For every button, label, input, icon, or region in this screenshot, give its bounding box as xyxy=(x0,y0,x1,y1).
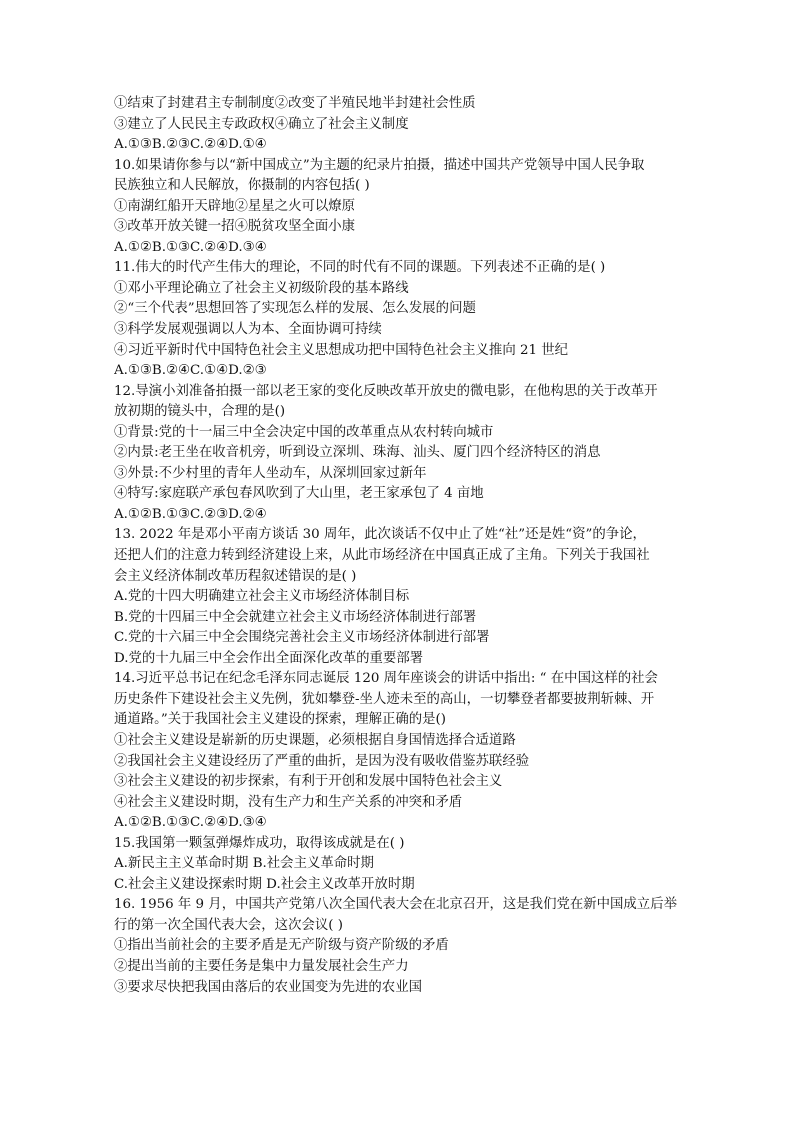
q9-answer-choices: A.①③B.②③C.②④D.①④ xyxy=(114,137,267,153)
q11-answer-choices: A.①③B.②④C.①④D.②③ xyxy=(114,363,267,379)
q15-stem: 15.我国第一颗氢弹爆炸成功，取得该成就是在( ) xyxy=(114,835,405,851)
q10-answer-choices: A.①②B.①③C.②④D.③④ xyxy=(114,239,267,255)
q11-option-4: ④习近平新时代中国特色社会主义思想成功把中国特色社会主义推向 21 世纪 xyxy=(114,342,569,358)
q12-option-4: ④特写:家庭联产承包春风吹到了大山里，老王家承包了 4 亩地 xyxy=(114,486,484,502)
q14-option-3: ③社会主义建设的初步探索，有利于开创和发展中国特色社会主义 xyxy=(114,774,503,790)
q11-option-2: ②“三个代表”思想回答了实现怎么样的发展、怎么发展的问题 xyxy=(114,301,476,317)
q12-option-2: ②内景:老王坐在收音机旁，听到设立深圳、珠海、汕头、厦门四个经济特区的消息 xyxy=(114,445,601,461)
q12-option-1: ①背景:党的十一届三中全会决定中国的改革重点从农村转向城市 xyxy=(114,424,494,440)
q12-stem-line-2: 放初期的镜头中，合理的是() xyxy=(114,404,286,420)
q14-option-2: ②我国社会主义建设经历了严重的曲折，是因为没有吸收借鉴苏联经验 xyxy=(114,753,530,769)
q12-stem-line-1: 12.导演小刘准备拍摄一部以老王家的变化反映改革开放史的微电影，在他构思的关于改革开 xyxy=(114,383,658,399)
q16-option-2: ②提出当前的主要任务是集中力量发展社会生产力 xyxy=(114,958,409,974)
q11-option-3: ③科学发展观强调以人为本、全面协调可持续 xyxy=(114,322,382,338)
q14-option-1: ①社会主义建设是崭新的历史课题，必须根据自身国情选择合适道路 xyxy=(114,732,516,748)
q10-stem-line-2: 民族独立和人民解放，你摄制的内容包括( ) xyxy=(114,178,370,194)
q9-options-line-2: ③建立了人民民主专政政权④确立了社会主义制度 xyxy=(114,116,409,132)
q10-options-line-2: ③改革开放关键一招④脱贫攻坚全面小康 xyxy=(114,219,356,235)
q13-option-d: D.党的十九届三中全会作出全面深化改革的重要部署 xyxy=(114,650,424,666)
q13-stem-line-3: 会主义经济体制改革历程叙述错误的是( ) xyxy=(114,568,357,584)
q10-options-line-1: ①南湖红船开天辟地②星星之火可以燎原 xyxy=(114,198,356,214)
document-page xyxy=(114,94,688,998)
q13-option-a: A.党的十四大明确建立社会主义市场经济体制目标 xyxy=(114,589,410,605)
q10-stem-line-1: 10.如果请你参与以“新中国成立”为主题的纪录片拍摄，描述中国共产党领导中国人民争取 xyxy=(114,157,645,173)
q15-options-ab: A.新民主主义革命时期 B.社会主义革命时期 xyxy=(114,856,374,872)
q12-option-3: ③外景:不少村里的青年人坐动车，从深圳回家过新年 xyxy=(114,465,427,481)
q14-option-4: ④社会主义建设时期，没有生产力和生产关系的冲突和矛盾 xyxy=(114,794,463,810)
q12-answer-choices: A.①②B.①③C.②③D.②④ xyxy=(114,506,267,522)
q14-stem-line-3: 通道路。”关于我国社会主义建设的探索，理解正确的是() xyxy=(114,712,446,728)
q13-option-c: C.党的十六届三中全会围绕完善社会主义市场经济体制进行部署 xyxy=(114,630,490,646)
q11-stem: 11.伟大的时代产生伟大的理论，不同的时代有不同的课题。下列表述不正确的是( ) xyxy=(114,260,606,276)
q16-option-3: ③要求尽快把我国由落后的农业国变为先进的农业国 xyxy=(114,979,422,995)
q16-stem-line-1: 16. 1956 年 9 月，中国共产党第八次全国代表大会在北京召开，这是我们党在新中国成立后举 xyxy=(114,897,677,913)
q13-stem-line-1: 13. 2022 年是邓小平南方谈话 30 周年，此次谈话不仅中止了姓“社”还是姓“资”的争论， xyxy=(114,527,646,543)
q14-stem-line-2: 历史条件下建设社会主义先例，犹如攀登-坐人迹未至的高山，一切攀登者都要披荆斩棘、开 xyxy=(114,691,655,707)
q16-stem-line-2: 行的第一次全国代表大会，这次会议( ) xyxy=(114,917,343,933)
q16-option-1: ①指出当前社会的主要矛盾是无产阶级与资产阶级的矛盾 xyxy=(114,938,449,954)
q15-options-cd: C.社会主义建设探索时期 D.社会主义改革开放时期 xyxy=(114,876,415,892)
q11-option-1: ①邓小平理论确立了社会主义初级阶段的基本路线 xyxy=(114,280,409,296)
q14-stem-line-1: 14.习近平总书记在纪念毛泽东同志诞辰 120 周年座谈会的讲话中指出: “ 在中国这样的社会 xyxy=(114,671,658,687)
q13-stem-line-2: 还把人们的注意力转到经济建设上来，从此市场经济在中国真正成了主角。下列关于我国社 xyxy=(114,548,650,564)
q14-answer-choices: A.①②B.①③C.②④D.③④ xyxy=(114,815,267,831)
q9-options-line-1: ①结束了封建君主专制制度②改变了半殖民地半封建社会性质 xyxy=(114,96,476,111)
q13-option-b: B.党的十四届三中全会就建立社会主义市场经济体制进行部署 xyxy=(114,609,477,625)
